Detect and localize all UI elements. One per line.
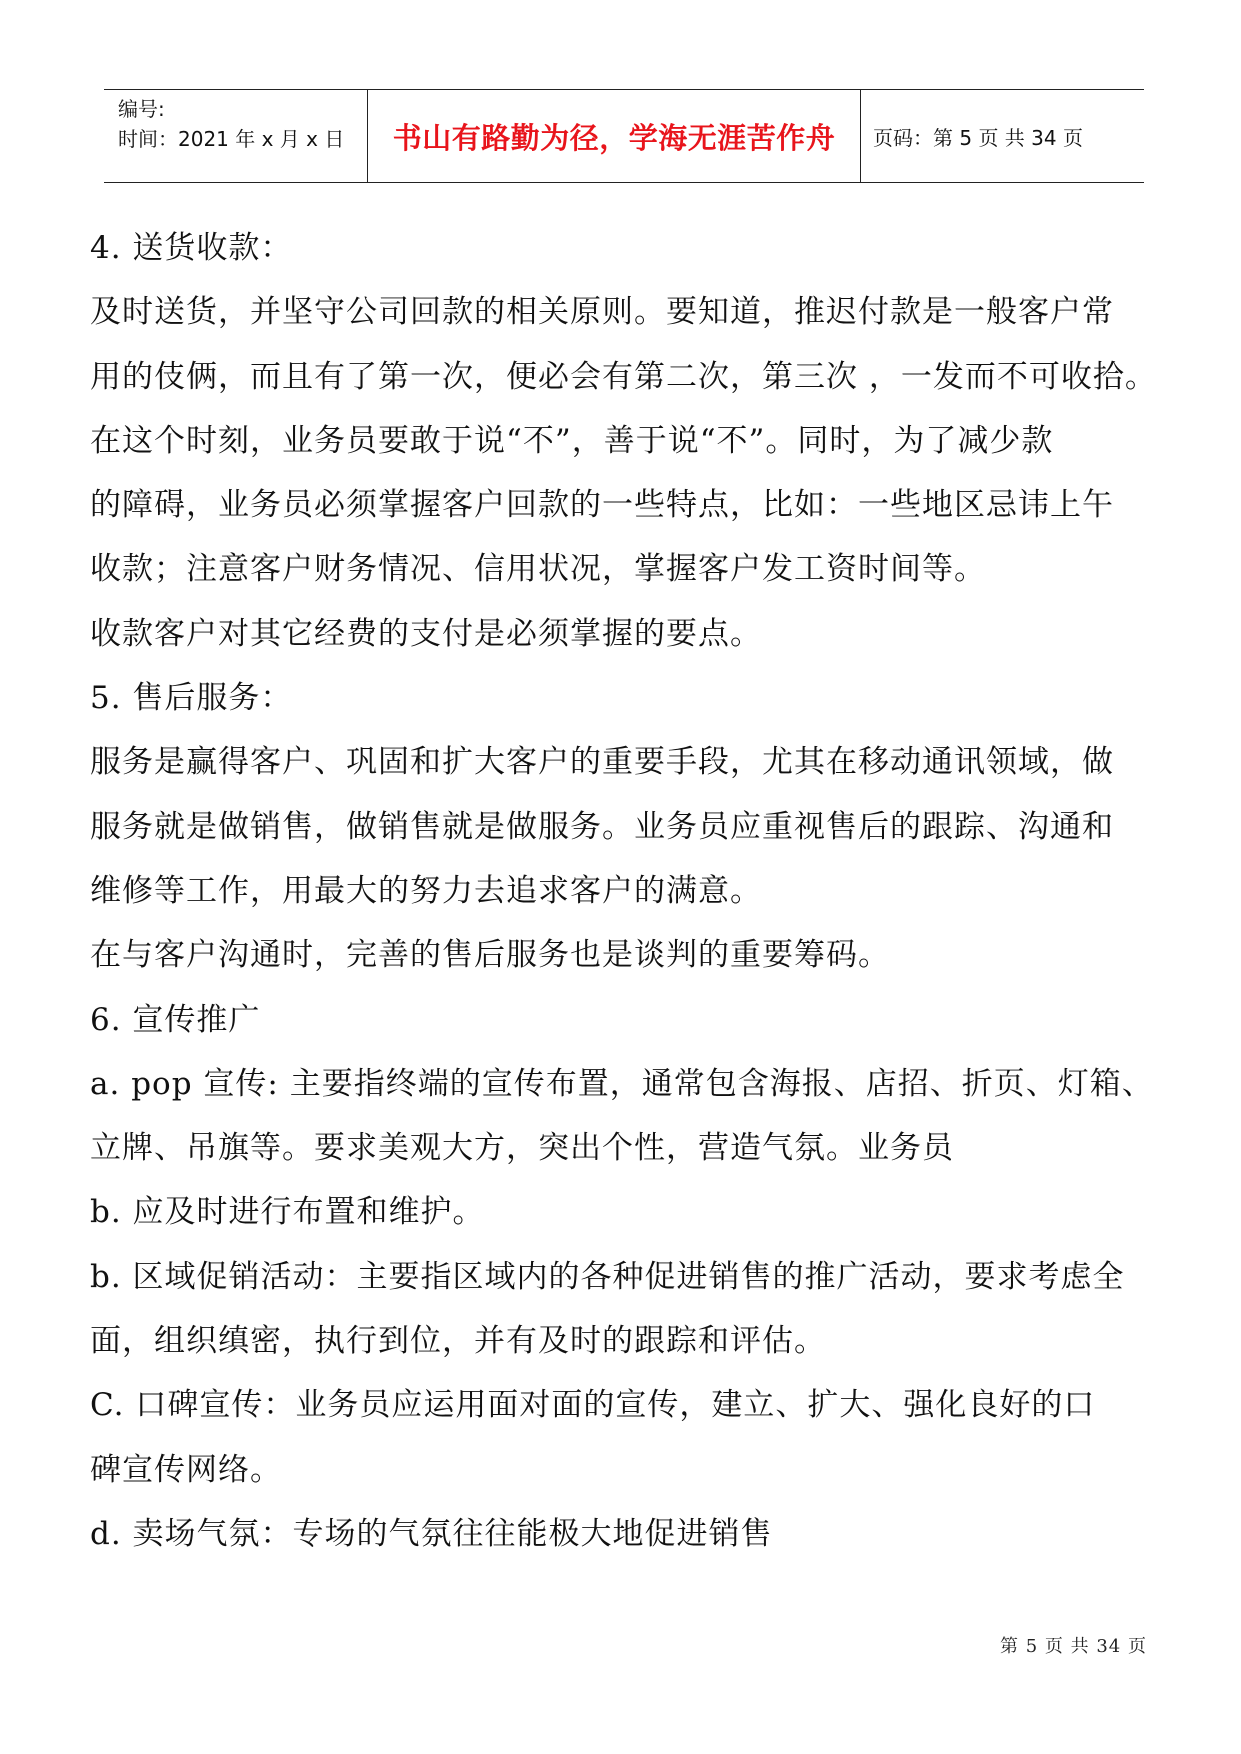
page-footer: 第 5 页 共 34 页: [1000, 1636, 1147, 1657]
text-line: b. 区域促销活动：主要指区域内的各种促进销售的推广活动，要求考虑全: [90, 1258, 1125, 1295]
text-line: a. pop 宣传: 主要指终端的宣传布置，通常包含海报、店招、折页、灯箱、: [90, 1065, 1154, 1102]
text-line: 收款客户对其它经费的支付是必须掌握的要点。: [90, 615, 762, 652]
text-line: 在这个时刻，业务员要敢于说“不”，善于说“不”。同时，为了减少款: [90, 422, 1054, 459]
text-line: C. 口碑宣传：业务员应运用面对面的宣传，建立、扩大、强化良好的口: [90, 1387, 1096, 1424]
text-line: 6. 宣传推广: [90, 1001, 261, 1038]
text-line: 服务是赢得客户、巩固和扩大客户的重要手段，尤其在移动通讯领域，做: [90, 744, 1114, 781]
text-line: 4. 送货收款：: [90, 230, 293, 266]
text-line: d. 卖场气氛：专场的气氛往往能极大地促进销售: [90, 1515, 773, 1552]
text-line: 用的伎俩，而且有了第一次，便必会有第二次，第三次 ，一发而不可收拾。: [90, 358, 1157, 395]
text-line: 及时送货，并坚守公司回款的相关原则。要知道，推迟付款是一般客户常: [90, 294, 1114, 331]
header-motto-cell: [368, 90, 861, 182]
document-body: [90, 216, 1155, 1566]
text-line: 面，组织缜密，执行到位，并有及时的跟踪和评估。: [90, 1323, 826, 1360]
text-line: 在与客户沟通时，完善的售后服务也是谈判的重要筹码。: [90, 937, 890, 974]
motto: 书山有路勤为径，学海无涯苦作舟: [392, 120, 836, 155]
text-line: b. 应及时进行布置和维护。: [90, 1194, 485, 1231]
text-line: 立牌、吊旗等。要求美观大方，突出个性，营造气氛。业务员: [90, 1130, 954, 1167]
page-code: 页码：第 5 页 共 34 页: [873, 125, 1083, 150]
text-line: 服务就是做销售，做销售就是做服务。业务员应重视售后的跟踪、沟通和: [90, 808, 1114, 845]
text-line: 5. 售后服务：: [90, 680, 293, 717]
number-label: 编号:: [118, 97, 165, 121]
text-line: 的障碍，业务员必须掌握客户回款的一些特点，比如：一些地区忌讳上午: [90, 487, 1114, 524]
text-line: 维修等工作，用最大的努力去追求客户的满意。: [90, 872, 762, 909]
text-line: 碑宣传网络。: [90, 1451, 282, 1488]
header-info-cell: [104, 90, 368, 182]
time-label: 时间：2021 年 x 月 x 日: [118, 127, 345, 151]
header-page-code-cell: [861, 90, 1144, 182]
text-line: 收款；注意客户财务情况、信用状况，掌握客户发工资时间等。: [90, 551, 986, 588]
page-header: [104, 89, 1144, 183]
